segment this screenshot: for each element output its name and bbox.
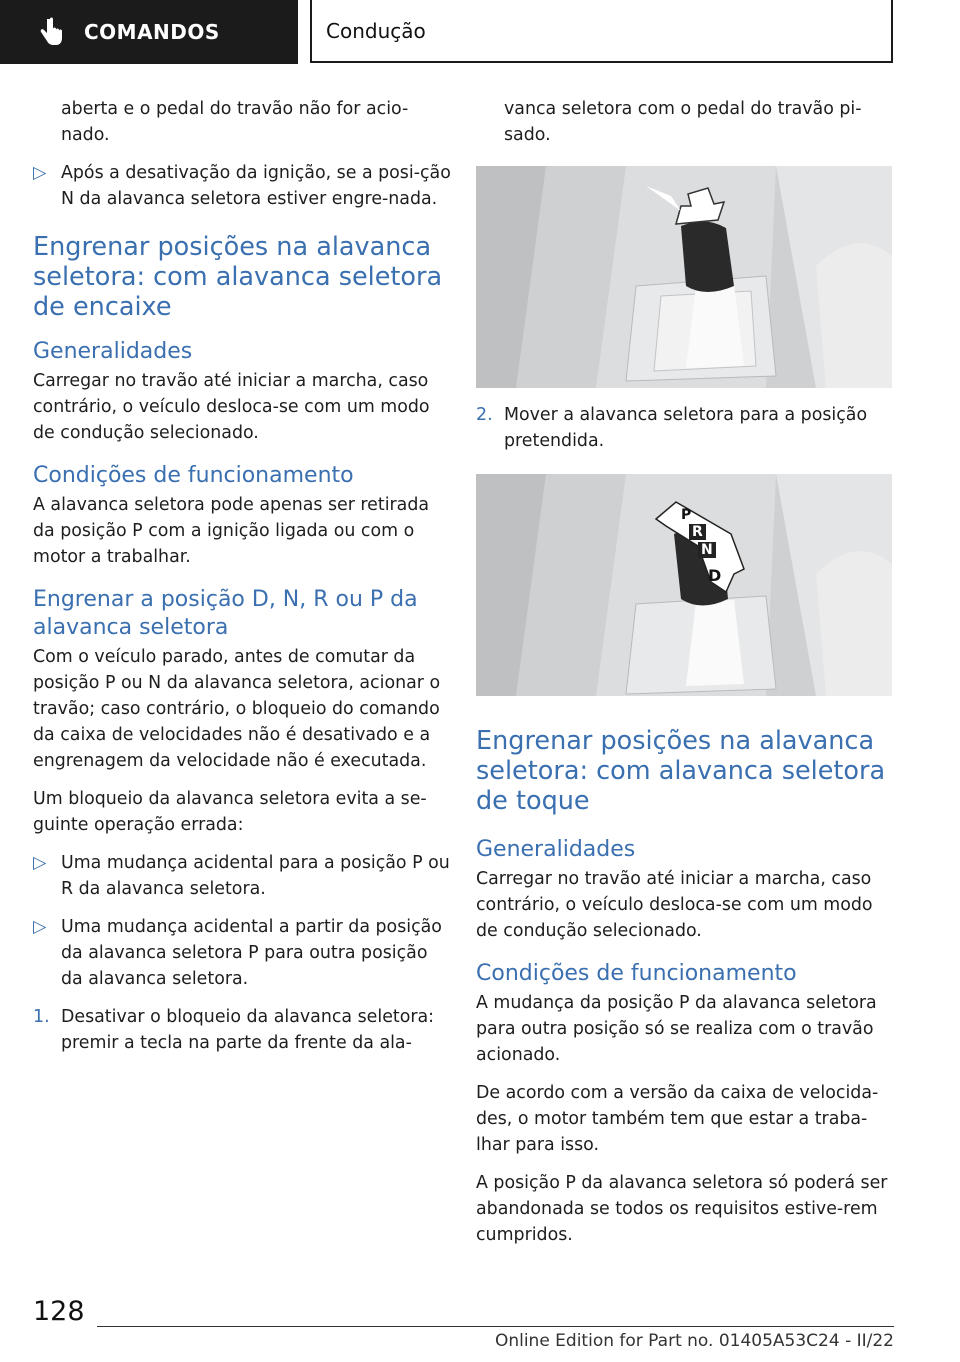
paragraph: De acordo com a versão da caixa de velocida-des, o motor também tem que estar a traba-lhar para isso.: [476, 1083, 879, 1155]
gear-label-d: D: [708, 566, 722, 585]
triangle-bullet-icon: ▷: [33, 917, 47, 937]
list-item: [33, 850, 451, 902]
paragraph: aberta e o pedal do travão não for acio-nado.: [61, 99, 409, 145]
left-column: [33, 96, 451, 1056]
list-item-text: Uma mudança acidental a partir da posição da alavanca seletora P para outra posição da alavanca seletora.: [61, 917, 442, 989]
list-item-text: Uma mudança acidental para a posição P ou R da alavanca seletora.: [61, 853, 450, 899]
triangle-bullet-icon: ▷: [33, 163, 47, 183]
step-item: [33, 1004, 451, 1056]
gear-label-p: P: [681, 507, 692, 523]
gear-lever-illustration: [476, 166, 892, 388]
list-item: [33, 914, 451, 992]
triangle-bullet-icon: ▷: [33, 853, 47, 873]
right-column: [476, 96, 894, 1248]
list-item-text: Após a desativação da ignição, se a posi-ção N da alavanca seletora estiver engre-nada.: [61, 163, 451, 209]
subheading: Condições de funcionamento: [33, 463, 354, 488]
chapter-label: Condução: [326, 18, 426, 43]
pointing-hand-icon: [38, 17, 64, 47]
paragraph: A mudança da posição P da alavanca seletora para outra posição só se realiza com o travão acionado.: [476, 993, 877, 1065]
section-label: COMANDOS: [84, 20, 220, 44]
subheading: Generalidades: [476, 837, 636, 862]
subheading: Condições de funcionamento: [476, 961, 797, 986]
paragraph: A posição P da alavanca seletora só poderá ser abandonada se todos os requisitos estive-rem cumpridos.: [476, 1173, 888, 1245]
paragraph: Um bloqueio da alavanca seletora evita a se-guinte operação errada:: [33, 789, 427, 835]
figure-gear-lever-positions: [476, 474, 892, 696]
paragraph: A alavanca seletora pode apenas ser retirada da posição P com a ignição ligada ou com o motor a trabalhar.: [33, 495, 430, 567]
paragraph: vanca seletora com o pedal do travão pi-sado.: [504, 99, 862, 145]
list-item: [33, 160, 451, 212]
gear-label-n: N: [698, 542, 716, 558]
step-number: 2.: [476, 405, 493, 425]
step-text: Mover a alavanca seletora para a posição pretendida.: [504, 405, 868, 451]
footer-divider: [97, 1326, 894, 1327]
chapter-tab: [310, 0, 893, 63]
section-heading: Engrenar posições na alavanca seletora: com alavanca seletora de encaixe: [33, 232, 443, 322]
step-number: 1.: [33, 1007, 50, 1027]
figure-gear-lever-press: [476, 166, 892, 388]
page-number: 128: [33, 1296, 85, 1327]
section-tab: [0, 0, 298, 64]
step-text: Desativar o bloqueio da alavanca seletora: premir a tecla na parte da frente da ala-: [61, 1007, 435, 1053]
edition-note: Online Edition for Part no. 01405A53C24 - II/22: [494, 1331, 894, 1351]
paragraph: Com o veículo parado, antes de comutar da posição P ou N da alavanca seletora, acionar o travão; caso contrário, o bloqueio do comando da caixa de velocidades não é desativado e a engrenagem da velocidade não é executada.: [33, 647, 441, 771]
subheading: Engrenar a posição D, N, R ou P da alavanca seletora: [33, 587, 418, 640]
paragraph: Carregar no travão até iniciar a marcha, caso contrário, o veículo desloca-se com um modo de condução selecionado.: [33, 371, 430, 443]
paragraph: Carregar no travão até iniciar a marcha, caso contrário, o veículo desloca-se com um modo de condução selecionado.: [476, 869, 873, 941]
gear-label-r: R: [689, 524, 706, 540]
step-item: [476, 402, 894, 454]
section-heading: Engrenar posições na alavanca seletora: com alavanca seletora de toque: [476, 726, 886, 816]
subheading: Generalidades: [33, 339, 193, 364]
